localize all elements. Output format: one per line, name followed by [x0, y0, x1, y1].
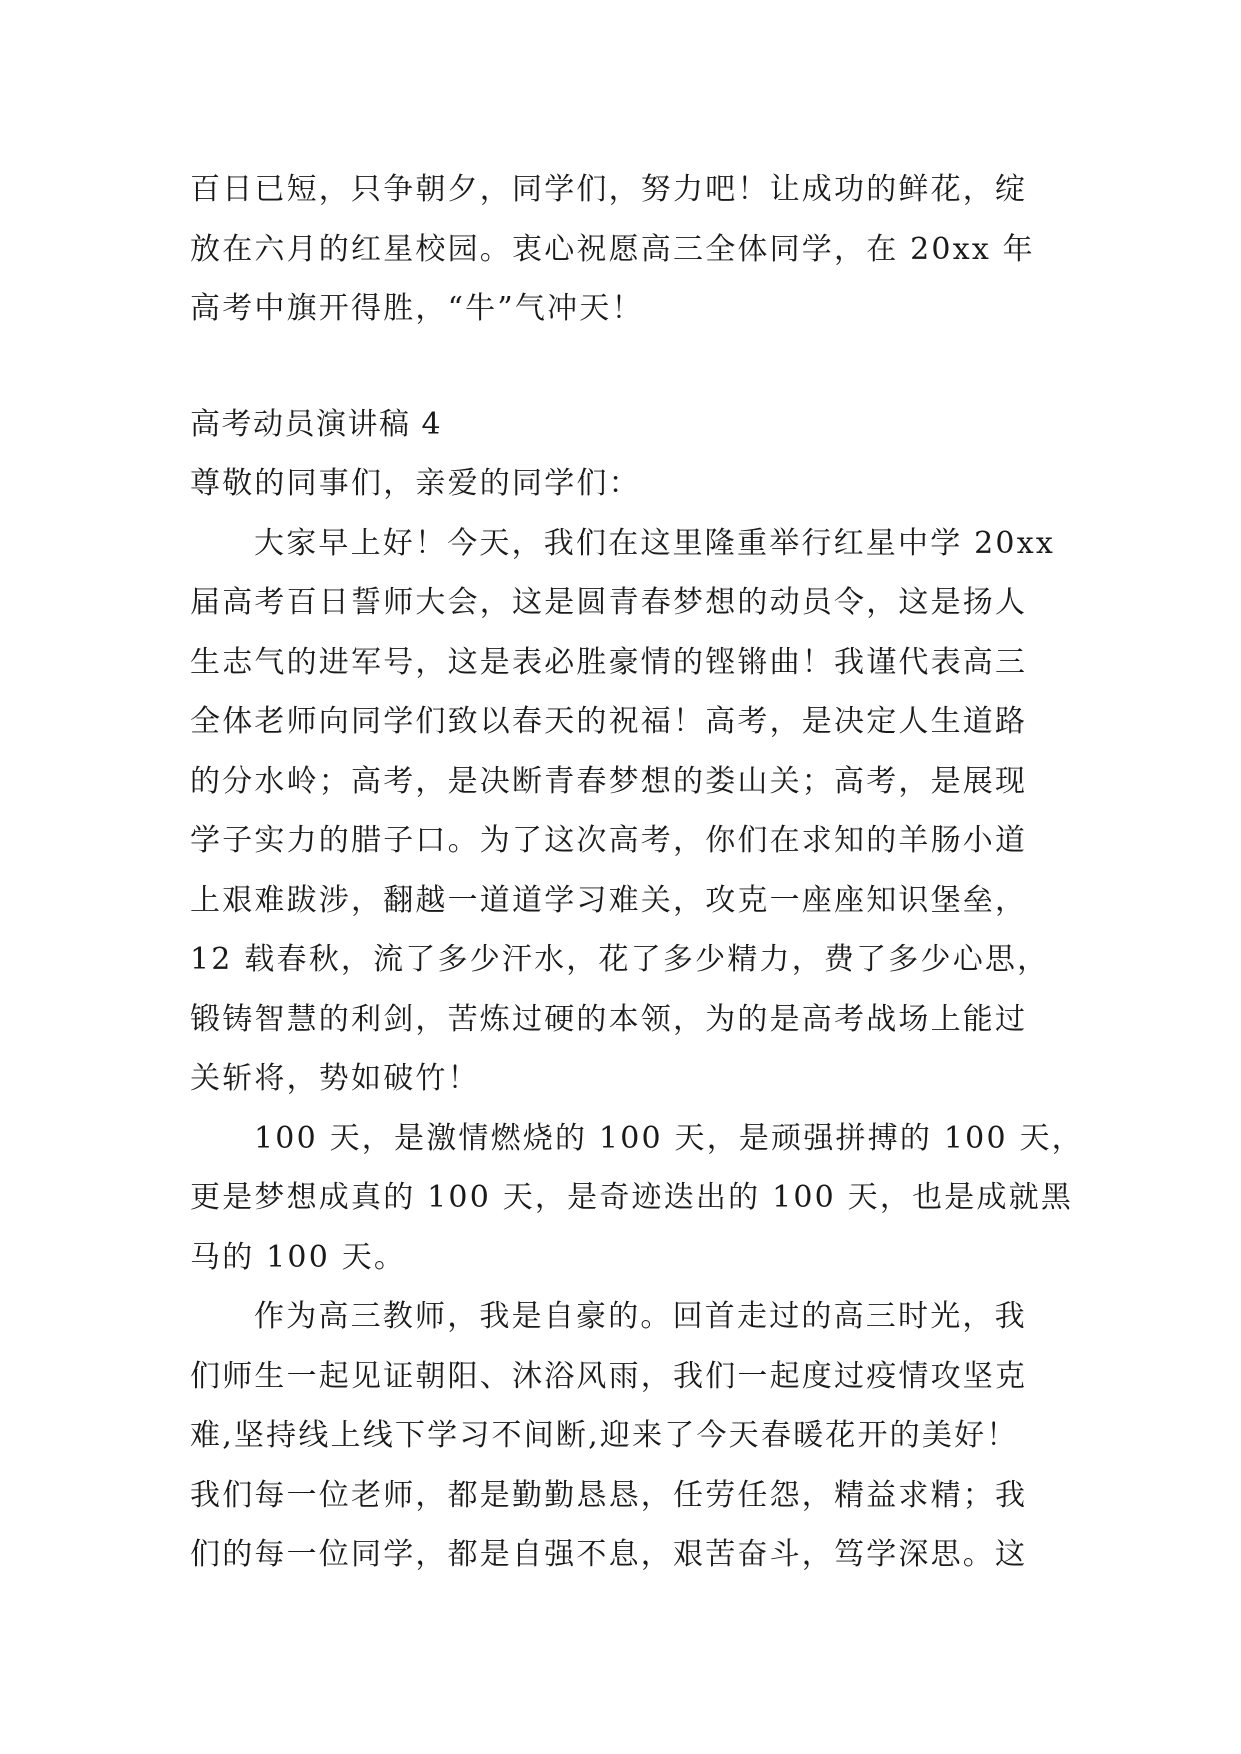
text-line: 上艰难跋涉，翻越一道道学习难关，攻克一座座知识堡垒，: [190, 882, 1028, 918]
text-line: 我们每一位老师，都是勤勤恳恳，任劳任怨，精益求精；我: [190, 1477, 1028, 1513]
text-line: 更是梦想成真的 100 天，是奇迹迭出的 100 天，也是成就黑: [190, 1180, 1074, 1215]
text-line: 高考中旗开得胜，“牛”气冲天！: [190, 291, 644, 326]
text-line: 12 载春秋，流了多少汗水，花了多少精力，费了多少心思，: [190, 942, 1050, 977]
document-body: [190, 160, 1084, 1585]
text-line: 学子实力的腊子口。为了这次高考，你们在求知的羊肠小道: [190, 823, 1028, 858]
text-line: 届高考百日誓师大会，这是圆青春梦想的动员令，这是扬人: [190, 585, 1028, 620]
text-line: 百日已短，只争朝夕，同学们，努力吧！让成功的鲜花，绽: [190, 172, 1028, 207]
section-title: 高考动员演讲稿 4: [190, 406, 443, 442]
section-gap: [190, 339, 1052, 395]
paragraph-1: [190, 514, 1055, 1109]
text-line: 难,坚持线上线下学习不间断,迎来了今天春暖花开的美好！: [190, 1418, 1019, 1453]
text-line: 放在六月的红星校园。衷心祝愿高三全体同学，在 20xx 年: [190, 231, 1035, 267]
text-line: 大家早上好！今天，我们在这里隆重举行红星中学 20xx: [254, 525, 1055, 561]
salutation: 尊敬的同事们，亲爱的同学们：: [190, 466, 641, 501]
paragraph-3: [190, 1287, 1052, 1585]
text-line: 们师生一起见证朝阳、沐浴风雨，我们一起度过疫情攻坚克: [190, 1358, 1028, 1394]
text-line: 马的 100 天。: [190, 1239, 407, 1275]
text-line: 的分水岭；高考，是决断青春梦想的娄山关；高考，是展现: [190, 763, 1028, 799]
text-line: 们的每一位同学，都是自强不息，艰苦奋斗，笃学深思。这: [190, 1537, 1028, 1572]
text-line: 关斩将，势如破竹！: [190, 1061, 480, 1096]
text-line: 作为高三教师，我是自豪的。回首走过的高三时光，我: [254, 1299, 1027, 1334]
previous-section-ending: [190, 160, 1052, 339]
text-line: 全体老师向同学们致以春天的祝福！高考，是决定人生道路: [190, 704, 1028, 739]
paragraph-2: [190, 1109, 1084, 1288]
text-line: 锻铸智慧的利剑，苦炼过硬的本领，为的是高考战场上能过: [190, 1001, 1028, 1037]
text-line: 100 天，是激情燃烧的 100 天，是顽强拼搏的 100 天，: [254, 1120, 1084, 1156]
text-line: 生志气的进军号，这是表必胜豪情的铿锵曲！我谨代表高三: [190, 644, 1028, 680]
